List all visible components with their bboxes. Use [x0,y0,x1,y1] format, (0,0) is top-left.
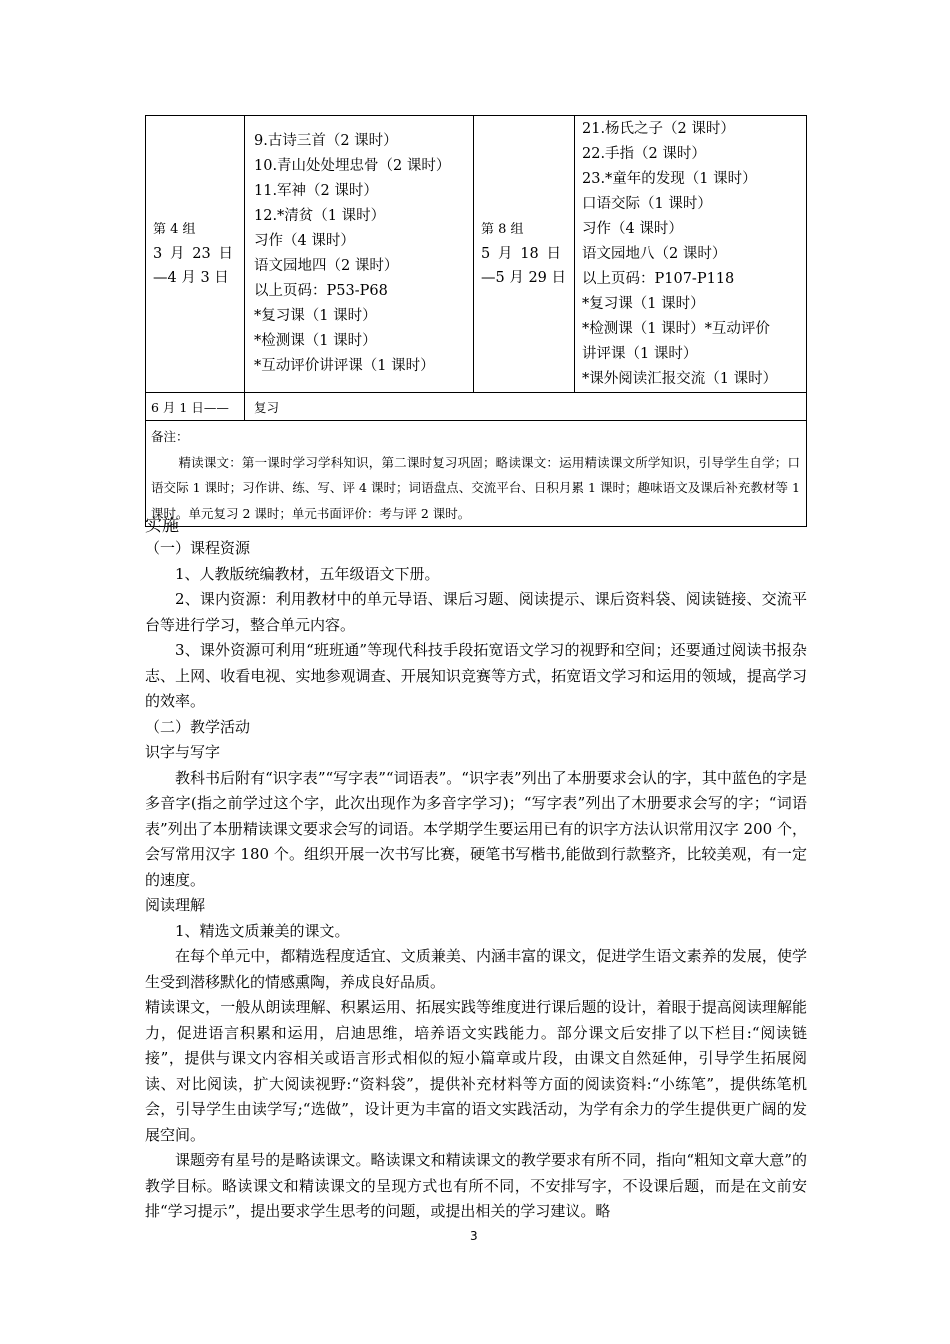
review-date: 6 月 1 日—— [151,399,229,415]
list-item: 语文园地四（2 课时） [254,258,399,274]
heading: 识字与写字 [145,743,221,761]
paragraph: 精读课文，一般从朗读理解、积累运用、拓展实践等维度进行课后题的设计，着眼于提高阅读理解能力，促进语言积累和运用，启迪思维，培养语文实践能力。部分课文后安排了以下栏目:“阅读链接”，提供与课文内容相关或语言形式相似的短小篇章或片段，由课文自然延伸，引导学生拓展阅读、对比阅读，扩大阅读视野:“资料袋”，提供补充材料等方面的阅读资料:“小练笔”，提供练笔机会，引导学生由读学写;“选做”，设计更为丰富的语文实践活动，为学有余力的学生提供更广阔的发展空间。 [145,998,807,1144]
group8-lessons-cell [575,116,807,393]
list-item: 习作（4 课时） [254,233,355,249]
notes-text: 精读课文：第一课时学习学科知识，第二课时复习巩固；略读课文：运用精读课文所学知识，引导学生自学；口语交际 1 课时；习作讲、练、写、评 4 课时；词语盘点、交流平台、日积月累 1 课时；趣味语文及课后补充教材等 1 课时。单元复习 2 课时；单元书面评价：考与评 2 课时。 [151,454,800,521]
section-title: 实施 [145,516,179,536]
list-item: 10.青山处处埋忠骨（2 课时） [254,158,451,174]
group4-lesson-list [245,129,473,379]
paragraph: 3、课外资源可利用“班班通”等现代科技手段拓宽语文学习的视野和空间；还要通过阅读书报杂志、上网、收看电视、实地参观调查、开展知识竞赛等方式，拓宽语文学习和运用的领域，提高学习的效率。 [145,641,807,710]
paragraph: 1、精选文质兼美的课文。 [175,921,350,940]
group4-name: 第 4 组 [153,222,196,237]
heading: 阅读理解 [145,896,206,914]
group8-date-start: 5 月 18 日 [481,246,561,262]
paragraph: 在每个单元中，都精选程度适宜、文质兼美、内涵丰富的课文，促进学生语文素养的发展，使学生受到潜移默化的情感熏陶，养成良好品质。 [145,947,807,991]
notes-label: 备注： [151,429,189,444]
subsection-heading: （二）教学活动 [145,717,251,736]
table-row-review [146,393,807,421]
list-item: 语文园地八（2 课时） [582,245,727,262]
list-item: 以上页码：P107-P118 [582,270,735,287]
review-content-cell [245,393,807,421]
list-item: 21.杨氏之子（2 课时） [582,120,735,137]
list-item: 习作（4 课时） [582,220,683,237]
group8-name: 第 8 组 [481,222,524,237]
notes-cell [146,421,807,527]
subsection-heading: （一）课程资源 [145,539,251,557]
review-content: 复习 [254,399,280,415]
list-item: 12.*清贫（1 课时） [254,208,386,224]
list-item: *互动评价讲评课（1 课时） [254,358,435,374]
list-item: *检测课（1 课时） [254,333,377,349]
group4-cell [146,116,245,393]
list-item: *检测课（1 课时）*互动评价 [582,320,770,337]
table-row-notes [146,421,807,527]
table-row [146,116,807,393]
list-item: 讲评课（1 课时） [582,345,698,362]
list-item: 以上页码：P53-P68 [254,283,388,299]
main-content [145,516,807,1225]
group4-lessons-cell [245,116,474,393]
group4-date-end: —4 月 3 日 [153,270,229,286]
paragraph: 1、人教版统编教材，五年级语文下册。 [175,564,440,583]
list-item: 口语交际（1 课时） [582,195,712,212]
schedule-table [145,115,807,527]
review-date-cell [146,393,245,421]
list-item: 22.手指（2 课时） [582,145,706,162]
list-item: *复习课（1 课时） [254,308,377,324]
group8-cell [474,116,575,393]
group8-date-end: —5 月 29 日 [481,270,567,286]
group8-lesson-list [575,117,806,392]
group4-date-start: 3 月 23 日 [153,246,233,262]
paragraph: 2、课内资源：利用教材中的单元导语、课后习题、阅读提示、课后资料袋、阅读链接、交流平台等进行学习，整合单元内容。 [145,590,807,634]
list-item: 23.*童年的发现（1 课时） [582,170,757,187]
list-item: 11.军神（2 课时） [254,183,378,199]
list-item: *课外阅读汇报交流（1 课时） [582,370,778,387]
page-number: 3 [470,1229,478,1243]
paragraph: 教科书后附有“识字表”“写字表”“词语表”。“识字表”列出了本册要求会认的字，其中蓝色的字是多音字(指之前学过这个字，此次出现作为多音字学习)；“写字表”列出了木册要求会写的字；“词语表”列出了本册精读课文要求会写的词语。本学期学生要运用已有的识字方法认识常用汉字 200 个，会写常用汉字 180 个。组织开展一次书写比赛，硬笔书写楷书,能做到行款整齐，比较美观，有一定的速度。 [145,768,807,889]
paragraph: 课题旁有星号的是略读课文。略读课文和精读课文的教学要求有所不同，指向“粗知文章大意”的教学目标。略读课文和精读课文的呈现方式也有所不同，不安排写字，不设课后题，而是在文前安排“学习提示”，提出要求学生思考的问题，或提出相关的学习建议。略 [145,1151,807,1220]
list-item: 9.古诗三首（2 课时） [254,133,398,149]
list-item: *复习课（1 课时） [582,295,705,312]
